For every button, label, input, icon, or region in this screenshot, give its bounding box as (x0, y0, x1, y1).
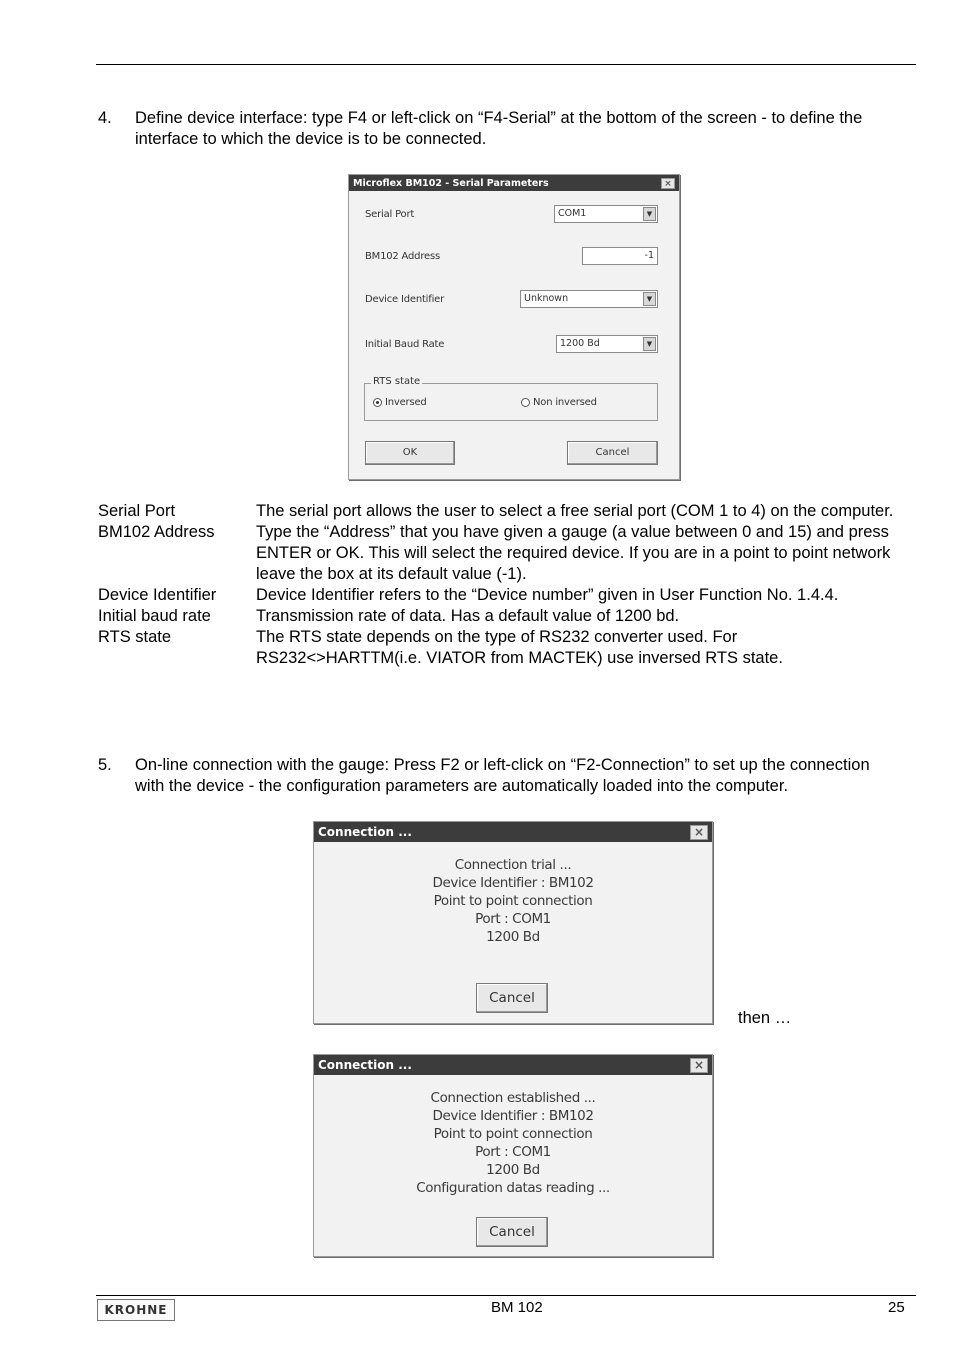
message-line: Port : COM1 (475, 1144, 551, 1160)
definitions-list (98, 501, 898, 669)
dropdown-arrow-icon[interactable]: ▼ (643, 292, 656, 306)
definition-desc: Device Identifier refers to the “Device number” given in User Function No. 1.4.4. (256, 586, 839, 604)
ok-button[interactable]: OK (365, 441, 455, 465)
dropdown-arrow-icon[interactable]: ▼ (643, 207, 656, 221)
definition-desc: The serial port allows the user to select a free serial port (COM 1 to 4) on the computer. (256, 502, 894, 520)
close-icon[interactable]: × (690, 825, 708, 840)
then-text: then … (738, 1009, 792, 1027)
connection-trial-dialog (313, 821, 713, 1024)
message-line: 1200 Bd (486, 929, 540, 945)
baud-rate-label: Initial Baud Rate (365, 339, 445, 350)
rts-inversed-label: Inversed (385, 397, 427, 408)
definition-desc: Type the “Address” that you have given a gauge (a value between 0 and 15) and press ENTER or OK. This will select the required device. If you are in a point to point network leave the box at its default value (-1). (256, 523, 891, 583)
definition-term: Device Identifier (98, 586, 217, 604)
definition-row (98, 585, 898, 606)
step-4-number: 4. (98, 109, 112, 127)
rts-state-legend: RTS state (373, 376, 421, 387)
close-icon[interactable]: × (661, 178, 675, 189)
serial-parameters-dialog (348, 174, 680, 480)
close-icon[interactable]: × (690, 1058, 708, 1073)
definition-row (98, 522, 898, 585)
connection-dialog-title: Connection ... (318, 1058, 412, 1072)
step-5-number: 5. (98, 756, 112, 774)
address-value: -1 (644, 250, 654, 261)
connection-dialog-titlebar (314, 1055, 712, 1075)
radio-selected-icon[interactable] (373, 398, 382, 407)
message-line: Connection trial ... (454, 857, 572, 873)
footer-doc-title: BM 102 (491, 1299, 543, 1316)
serial-port-value: COM1 (558, 208, 587, 219)
page-number: 25 (888, 1299, 905, 1316)
definition-term: Serial Port (98, 502, 176, 520)
header-rule (96, 64, 916, 65)
cancel-button[interactable]: Cancel (567, 441, 658, 465)
message-line: Device Identifier : BM102 (432, 875, 594, 891)
connection-dialog-title: Connection ... (318, 825, 412, 839)
krohne-logo: KROHNE (97, 1299, 175, 1321)
step-5 (98, 755, 888, 797)
rts-non-inversed-label: Non inversed (533, 397, 597, 408)
definition-desc: Transmission rate of data. Has a default value of 1200 bd. (256, 607, 680, 625)
message-line: Port : COM1 (475, 911, 551, 927)
definition-row (98, 501, 898, 522)
serial-dialog-titlebar (349, 175, 679, 191)
definition-desc: The RTS state depends on the type of RS232 converter used. For RS232<>HARTTM(i.e. VIATOR from MACTEK) use inversed RTS state. (256, 628, 783, 667)
definition-row (98, 606, 898, 627)
device-identifier-value: Unknown (524, 293, 569, 304)
message-line: Configuration datas reading ... (416, 1180, 610, 1196)
message-line: Device Identifier : BM102 (432, 1108, 594, 1124)
address-label: BM102 Address (365, 251, 440, 262)
message-line: Point to point connection (433, 893, 593, 909)
cancel-button[interactable]: Cancel (476, 983, 548, 1013)
baud-rate-select[interactable] (556, 335, 658, 353)
message-line: 1200 Bd (486, 1162, 540, 1178)
message-line: Point to point connection (433, 1126, 593, 1142)
baud-rate-value: 1200 Bd (560, 338, 600, 349)
rts-inversed-option[interactable] (373, 397, 427, 408)
step-4 (98, 108, 888, 150)
step-4-text: Define device interface: type F4 or left-click on “F4-Serial” at the bottom of the screen - to define the interface to which the device is to be connected. (135, 109, 863, 148)
definition-row (98, 627, 898, 669)
rts-non-inversed-option[interactable] (521, 397, 597, 408)
serial-dialog-title: Microflex BM102 - Serial Parameters (353, 177, 549, 189)
connection-message (314, 1089, 712, 1197)
footer-rule (96, 1295, 916, 1296)
rts-state-group (364, 376, 658, 421)
message-line: Connection established ... (430, 1090, 596, 1106)
connection-message (314, 856, 712, 946)
connection-established-dialog (313, 1054, 713, 1257)
cancel-button[interactable]: Cancel (476, 1217, 548, 1247)
serial-port-select[interactable] (554, 205, 658, 223)
step-5-text: On-line connection with the gauge: Press F2 or left-click on “F2-Connection” to set up the connection with the device - the configuration parameters are automatically loaded into the computer. (135, 756, 870, 795)
radio-unselected-icon[interactable] (521, 398, 530, 407)
definition-term: RTS state (98, 628, 172, 646)
dropdown-arrow-icon[interactable]: ▼ (643, 337, 656, 351)
connection-dialog-titlebar (314, 822, 712, 842)
device-identifier-select[interactable] (520, 290, 658, 308)
address-input[interactable] (582, 247, 658, 265)
serial-port-label: Serial Port (365, 209, 415, 220)
definition-term: Initial baud rate (98, 607, 211, 625)
device-identifier-label: Device Identifier (365, 294, 445, 305)
definition-term: BM102 Address (98, 523, 215, 541)
